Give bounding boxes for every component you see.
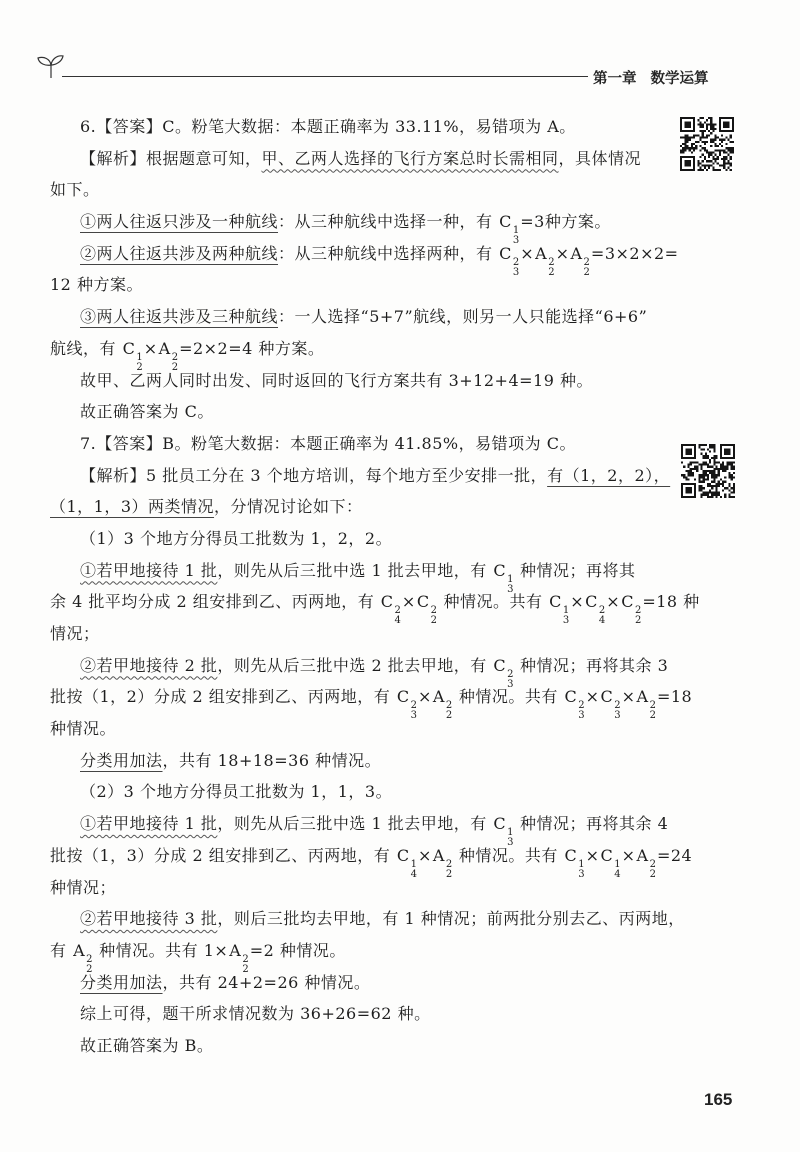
paragraph [50,361,690,397]
text-line [50,963,690,999]
term-base: C [493,814,507,834]
term-subscript: 4 [394,615,401,627]
text-run: × [417,845,432,865]
term-base: A [535,243,548,263]
text-run: × [621,687,636,707]
text-run: =3×2×2= [590,243,679,263]
term-base: C [564,687,578,707]
chapter-label: 第一章 [593,71,637,87]
text-line [50,396,690,428]
text-line [50,361,690,397]
term-subscript: 3 [614,710,621,722]
solution-text [50,111,700,1062]
combination-term [535,238,554,278]
term-base: C [380,592,394,612]
term-superscript: 2 [512,256,520,268]
text-run: × [417,687,432,707]
term-superscript: 2 [242,953,249,965]
text-line [50,808,690,849]
term-subscript: 3 [512,235,520,247]
term-subscript: 3 [562,615,570,627]
term-indices [411,701,417,721]
text-run: × [555,243,570,263]
paragraph [50,1030,690,1062]
term-indices [650,701,656,721]
term-superscript: 2 [410,700,417,712]
paragraph [50,903,690,975]
text-run: 【解析】根据题意可知， [80,148,262,168]
paragraph [50,998,690,1030]
term-indices [411,860,417,880]
term-subscript: 3 [578,710,585,722]
paragraph [50,776,690,808]
text-line [50,491,690,523]
combination-term [564,681,584,721]
text-line [50,174,690,206]
text-run: × [585,687,600,707]
text-run: =3种方案。 [520,212,611,232]
term-superscript: 2 [548,256,555,268]
text-line [50,206,690,247]
text-run: =18 [656,687,693,707]
term-base: C [396,687,410,707]
marked-text: ②两人往返共涉及两种航线 [80,243,279,263]
paragraph [50,963,690,999]
term-superscript: 2 [634,605,642,617]
text-run: ，共有 24+2=26 种情况。 [162,972,371,992]
term-indices [563,606,569,626]
term-superscript: 2 [394,605,401,617]
term-base: C [499,212,512,232]
combination-term [417,586,437,626]
text-run: =2 种情况。 [249,940,346,960]
term-subscript: 3 [512,266,520,278]
text-run: 种情况。共有 [453,687,564,707]
paragraph [50,396,690,428]
text-line [50,776,690,808]
text-line [50,998,690,1030]
term-superscript: 2 [430,605,437,617]
combination-term [585,586,605,626]
term-indices [431,606,437,626]
term-indices [584,258,590,278]
text-run: × [585,845,600,865]
text-run: × [606,592,621,612]
text-run: 有 [50,940,73,960]
text-run: × [570,592,585,612]
term-base: C [396,845,410,865]
term-indices [635,606,641,626]
paragraph [50,745,690,777]
term-base: A [73,940,86,960]
term-superscript: 2 [445,858,453,870]
term-superscript: 2 [649,700,656,712]
paragraph [50,460,690,523]
term-superscript: 1 [512,225,520,237]
term-subscript: 4 [614,868,621,880]
text-run: 【解析】5 批员工分在 3 个地方培训，每个地方至少安排一批， [80,465,548,485]
term-base: C [549,592,562,612]
term-base: A [432,845,445,865]
term-subscript: 3 [507,837,514,849]
term-indices [446,860,452,880]
term-base: C [416,592,430,612]
marked-text: ②若甲地接待 2 批 [80,655,218,675]
term-subscript: 2 [242,963,249,975]
text-run: 种情况。共有 [437,592,549,612]
paragraph [50,111,690,143]
text-line [50,143,690,175]
term-subscript: 2 [171,361,179,373]
term-indices [578,860,584,880]
text-run: 航线，有 [50,338,122,358]
text-run: ，则先从后三批中选 2 批去甲地，有 [217,655,493,675]
paragraph [50,808,693,903]
paragraph [50,143,690,206]
text-line [50,678,693,722]
term-subscript: 2 [583,266,590,278]
text-line [50,428,690,460]
header-rule [62,76,588,77]
text-run: 如下。 [50,180,100,200]
term-indices [578,701,584,721]
text-line [50,935,690,975]
term-subscript: 4 [598,615,606,627]
combination-term [601,840,621,880]
text-run: ，分情况讨论如下： [214,497,363,517]
text-line [50,111,690,143]
combination-term [433,681,452,721]
term-indices [650,860,656,880]
term-base: C [499,243,512,263]
term-subscript: 2 [430,615,437,627]
combination-term [397,681,417,721]
term-subscript: 3 [507,583,514,595]
paragraph [50,301,690,373]
text-run: ：从三种航线中选择一种，有 [278,212,499,232]
term-superscript: 1 [614,858,621,870]
text-run: 故甲、乙两人同时出发、同时返回的飞行方案共有 3+12+4=19 种。 [80,370,593,390]
term-subscript: 4 [410,868,417,880]
marked-text: ②若甲地接待 3 批 [80,909,218,929]
term-superscript: 1 [507,573,514,585]
text-run: 批按（1，2）分成 2 组安排到乙、丙两地，有 [50,687,396,707]
marked-text: 分类用加法 [80,750,163,770]
marked-text: 分类用加法 [80,972,163,992]
term-superscript: 2 [598,605,606,617]
combination-term [564,840,584,880]
text-run: 种情况；再将其余 3 [514,655,669,675]
term-superscript: 1 [410,858,417,870]
term-base: C [564,845,578,865]
text-line [50,555,690,595]
text-line [50,710,690,745]
term-base: C [621,592,634,612]
term-superscript: 2 [583,256,590,268]
text-line [50,745,690,777]
marked-text: 甲、乙两人选择的飞行方案总时长需相同 [261,148,559,168]
combination-term [637,840,656,880]
text-line [50,333,690,373]
text-run: 种情况；再将其 [514,560,636,580]
marked-text: ③两人往返共涉及三种航线 [80,307,279,327]
text-run: 7.【答案】B。粉笔大数据：本题正确率为 41.85%，易错项为 C。 [80,433,576,453]
term-superscript: 1 [136,351,143,363]
term-superscript: 2 [507,668,514,680]
term-subscript: 2 [136,361,143,373]
text-line [50,266,690,301]
term-subscript: 3 [507,678,514,690]
text-run: =24 [656,845,693,865]
text-run: ，则后三批均去甲地，有 1 种情况；前两批分别去乙、丙两地， [217,909,685,929]
term-base: A [636,687,649,707]
text-run: 故正确答案为 B。 [80,1035,214,1055]
text-run: =2×2=4 种方案。 [179,338,325,358]
text-run: ，则先从后三批中选 1 批去甲地，有 [217,560,493,580]
text-run: 余 4 批平均分成 2 组安排到乙、丙两地，有 [50,592,380,612]
term-subscript: 2 [634,615,642,627]
text-run: 6.【答案】C。粉笔大数据：本题正确率为 33.11%，易错项为 A。 [80,117,576,136]
text-line [50,1030,690,1062]
text-run: ，具体情况 [558,148,642,168]
text-run: 12 种方案。 [50,275,143,295]
text-line [50,301,690,333]
text-run: × [401,592,416,612]
term-superscript: 2 [614,700,621,712]
combination-term [397,840,417,880]
term-superscript: 2 [86,953,93,965]
combination-term [601,681,621,721]
text-line [50,523,690,555]
term-subscript: 2 [548,266,555,278]
text-run: 种情况；再将其余 4 [514,814,669,834]
text-line [50,235,690,278]
text-run: =18 种 [642,592,700,612]
text-run: ，则先从后三批中选 1 批去甲地，有 [217,814,493,834]
paragraph [50,235,690,301]
text-line [50,650,690,690]
text-line [50,903,690,935]
term-base: C [493,655,507,675]
term-subscript: 2 [649,868,656,880]
term-base: C [600,845,614,865]
combination-term [433,840,452,880]
paragraph [50,206,690,247]
marked-text: ①若甲地接待 1 批 [80,814,218,834]
term-base: C [493,560,507,580]
term-superscript: 2 [578,700,585,712]
term-base: C [600,687,614,707]
term-indices [614,860,620,880]
text-run: ，共有 18+18=36 种情况。 [162,750,382,770]
combination-term [381,586,401,626]
term-subscript: 2 [649,710,656,722]
term-indices [548,258,554,278]
text-run: ：从三种航线中选择两种，有 [278,243,499,263]
text-line [50,868,690,904]
term-base: C [122,338,136,358]
combination-term [499,235,520,278]
text-run: 种情况。 [50,719,117,739]
term-base: C [585,592,598,612]
term-superscript: 2 [649,858,656,870]
paragraph [50,523,690,555]
marked-text: 有（1，2，2）， [547,465,671,485]
paragraph [50,650,693,745]
text-run: 情况； [50,624,100,643]
combination-term [637,681,656,721]
term-subscript: 3 [578,868,585,880]
term-superscript: 1 [578,858,585,870]
combination-term [549,586,569,626]
term-base: A [570,243,583,263]
chapter-header [593,67,709,88]
text-line [50,837,693,880]
term-subscript: 2 [445,868,453,880]
term-indices [395,606,401,626]
term-superscript: 1 [562,605,570,617]
text-line [50,460,690,492]
term-base: A [432,687,445,707]
text-line [50,583,700,627]
term-indices [446,701,452,721]
marked-text: ①两人往返只涉及一种航线 [80,212,279,232]
combination-term [621,586,641,626]
term-subscript: 2 [86,963,93,975]
text-run: （1）3 个地方分得员工批数为 1，2，2。 [80,528,393,548]
marked-text: ①若甲地接待 1 批 [80,560,218,580]
term-subscript: 2 [445,710,453,722]
text-run: × [143,338,158,358]
text-run: 种情况。共有 1× [93,940,229,960]
term-superscript: 2 [171,351,179,363]
text-run: （2）3 个地方分得员工批数为 1，1，3。 [80,782,393,802]
paragraph [50,555,700,650]
term-base: A [229,940,242,960]
term-indices [614,701,620,721]
chapter-title: 数学运算 [650,71,709,87]
text-run: 综上可得，题干所求情况数为 36+26=62 种。 [80,1004,431,1024]
text-run: × [520,243,535,263]
text-run: × [621,845,636,865]
term-indices [599,606,605,626]
term-base: A [636,845,649,865]
text-run: 种情况。共有 [453,845,564,865]
term-subscript: 3 [410,710,417,722]
page-number: 165 [704,1090,733,1109]
term-base: A [158,338,171,358]
text-run: 故正确答案为 C。 [80,402,214,422]
paragraph [50,428,690,460]
term-indices [513,258,519,278]
combination-term [570,238,589,278]
text-run: 批按（1，3）分成 2 组安排到乙、丙两地，有 [50,845,396,865]
text-run: 种情况； [50,877,117,897]
term-superscript: 1 [507,827,514,839]
text-run: ：一人选择“5+7”航线，则另一人只能选择“6+6” [278,307,648,327]
term-superscript: 2 [445,700,453,712]
marked-text: （1，1，3）两类情况 [50,497,215,517]
